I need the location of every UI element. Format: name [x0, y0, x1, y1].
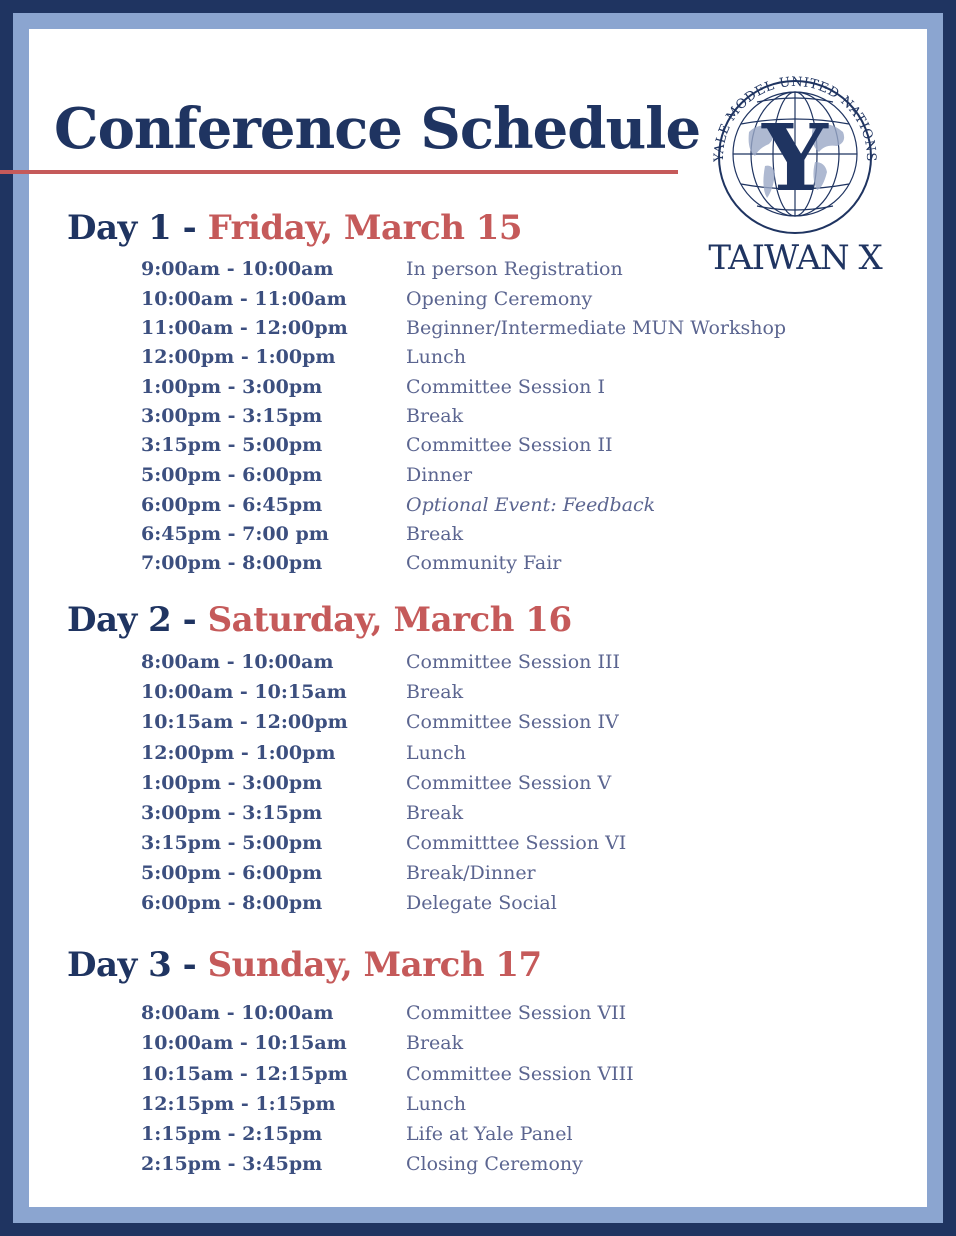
schedule-row: [0, 681, 956, 709]
event-name: Committee Session I: [406, 376, 605, 398]
time-slot: 6:00pm - 8:00pm: [141, 892, 323, 914]
event-name: Lunch: [406, 1093, 466, 1115]
time-slot: 6:00pm - 6:45pm: [141, 494, 323, 516]
title-underline: [0, 170, 678, 174]
time-slot: 6:45pm - 7:00 pm: [141, 523, 329, 545]
schedule-row: [0, 1032, 956, 1060]
schedule-row: [0, 802, 956, 830]
time-slot: 11:00am - 12:00pm: [141, 317, 348, 339]
time-slot: 10:00am - 10:15am: [141, 681, 347, 703]
time-slot: 3:15pm - 5:00pm: [141, 832, 323, 854]
day-1-date: Friday, March 15: [207, 208, 523, 248]
day-2-heading: [67, 600, 572, 640]
schedule-row: [0, 494, 956, 522]
event-name-optional: Optional Event: Feedback: [406, 494, 656, 516]
time-slot: 7:00pm - 8:00pm: [141, 552, 323, 574]
day-3-separator: -: [171, 945, 208, 985]
day-3-heading: [67, 945, 542, 985]
time-slot: 12:15pm - 1:15pm: [141, 1093, 336, 1115]
event-name: Committtee Session VI: [406, 832, 627, 854]
day-1-separator: -: [171, 208, 208, 248]
time-slot: 3:00pm - 3:15pm: [141, 802, 323, 824]
schedule-row: [0, 434, 956, 462]
event-name: Opening Ceremony: [406, 288, 593, 310]
schedule-row: [0, 523, 956, 551]
time-slot: 10:15am - 12:00pm: [141, 711, 348, 733]
event-name: In person Registration: [406, 258, 623, 280]
schedule-row: [0, 1002, 956, 1030]
event-name: Break/Dinner: [406, 862, 536, 884]
event-name: Life at Yale Panel: [406, 1123, 573, 1145]
schedule-row: [0, 258, 956, 286]
event-name: Committee Session VIII: [406, 1063, 634, 1085]
time-slot: 12:00pm - 1:00pm: [141, 346, 336, 368]
day-3-date: Sunday, March 17: [207, 945, 542, 985]
day-2-separator: -: [171, 600, 208, 640]
schedule-row: [0, 405, 956, 433]
event-name: Beginner/Intermediate MUN Workshop: [406, 317, 787, 339]
day-1-heading: [67, 208, 522, 248]
event-name: Lunch: [406, 346, 466, 368]
time-slot: 8:00am - 10:00am: [141, 1002, 334, 1024]
time-slot: 10:15am - 12:15pm: [141, 1063, 348, 1085]
event-name: Committee Session VII: [406, 1002, 627, 1024]
schedule-row: [0, 832, 956, 860]
schedule-row: [0, 772, 956, 800]
schedule-row: [0, 651, 956, 679]
time-slot: 9:00am - 10:00am: [141, 258, 334, 280]
time-slot: 12:00pm - 1:00pm: [141, 742, 336, 764]
logo-arc-text: YALE MODEL UNITED NATIONS: [711, 74, 879, 162]
time-slot: 3:15pm - 5:00pm: [141, 434, 323, 456]
day-3-label: Day 3: [67, 945, 172, 985]
time-slot: 1:15pm - 2:15pm: [141, 1123, 323, 1145]
event-name: Closing Ceremony: [406, 1153, 583, 1175]
schedule-row: [0, 1093, 956, 1121]
event-name: Lunch: [406, 742, 466, 764]
schedule-row: [0, 862, 956, 890]
ymun-globe-logo: [705, 62, 885, 237]
time-slot: 10:00am - 10:15am: [141, 1032, 347, 1054]
time-slot: 3:00pm - 3:15pm: [141, 405, 323, 427]
event-name: Committee Session IV: [406, 711, 619, 733]
schedule-row: [0, 1123, 956, 1151]
time-slot: 5:00pm - 6:00pm: [141, 464, 323, 486]
schedule-row: [0, 346, 956, 374]
event-name: Break: [406, 1032, 464, 1054]
time-slot: 1:00pm - 3:00pm: [141, 376, 323, 398]
schedule-row: [0, 552, 956, 580]
schedule-row: [0, 1153, 956, 1181]
event-name: Break: [406, 405, 464, 427]
schedule-row: [0, 711, 956, 739]
event-name: Committee Session V: [406, 772, 612, 794]
logo-name: TAIWAN X: [708, 238, 882, 278]
event-name: Committee Session II: [406, 434, 613, 456]
event-name: Break: [406, 681, 464, 703]
day-1-label: Day 1: [67, 208, 172, 248]
schedule-row: [0, 742, 956, 770]
page-title: Conference Schedule: [54, 96, 701, 162]
day-2-label: Day 2: [67, 600, 172, 640]
schedule-row: [0, 317, 956, 345]
event-name: Break: [406, 802, 464, 824]
time-slot: 1:00pm - 3:00pm: [141, 772, 323, 794]
event-name: Delegate Social: [406, 892, 557, 914]
schedule-row: [0, 288, 956, 316]
schedule-row: [0, 376, 956, 404]
event-name: Committee Session III: [406, 651, 620, 673]
schedule-row: [0, 1063, 956, 1091]
time-slot: 10:00am - 11:00am: [141, 288, 347, 310]
time-slot: 5:00pm - 6:00pm: [141, 862, 323, 884]
schedule-row: [0, 892, 956, 920]
time-slot: 8:00am - 10:00am: [141, 651, 334, 673]
day-2-date: Saturday, March 16: [207, 600, 572, 640]
time-slot: 2:15pm - 3:45pm: [141, 1153, 323, 1175]
event-name: Dinner: [406, 464, 473, 486]
event-name: Community Fair: [406, 552, 562, 574]
schedule-row: [0, 464, 956, 492]
logo-letter: Y: [762, 104, 828, 212]
event-name: Break: [406, 523, 464, 545]
